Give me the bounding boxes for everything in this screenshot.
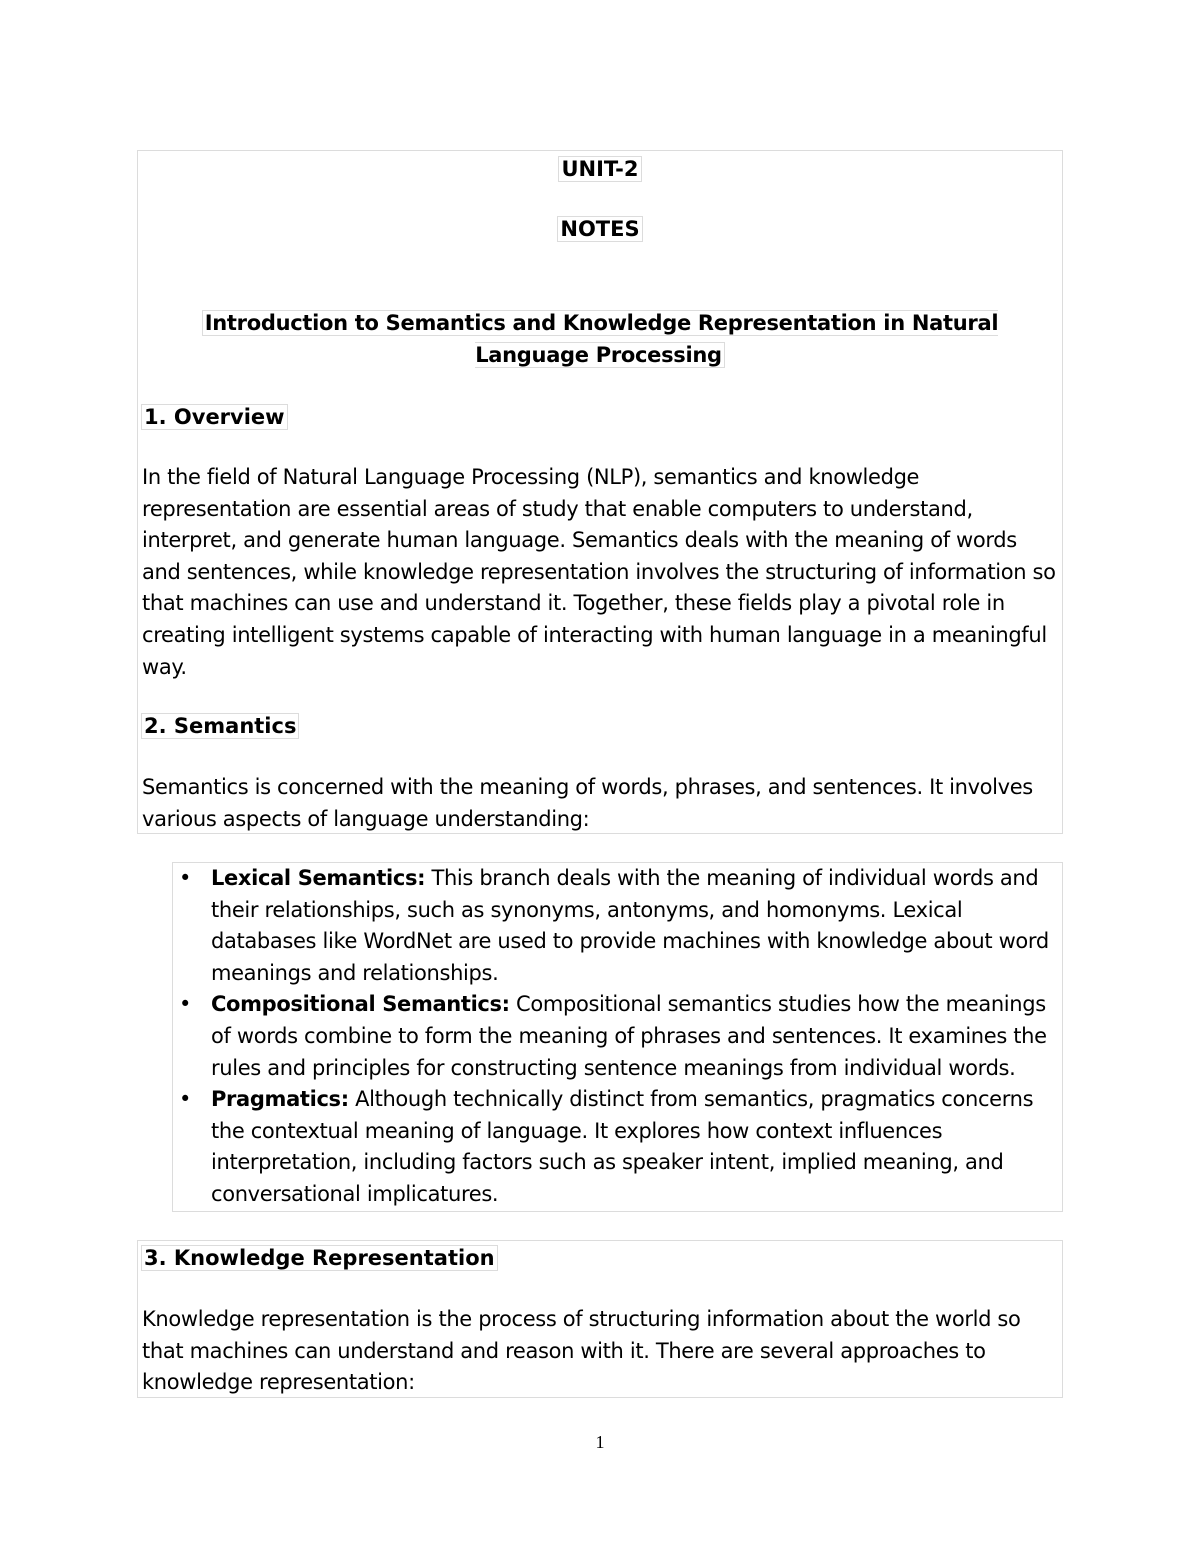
list-item-term: Lexical Semantics: bbox=[211, 866, 426, 890]
notes-title: NOTES bbox=[557, 216, 642, 242]
semantics-bullet-list bbox=[173, 863, 1062, 1211]
knowledge-paragraph: Knowledge representation is the process of structuring information about the world so that machines can understand and reason with it. There are several approaches to knowledge representation: bbox=[142, 1307, 1021, 1395]
notes-title-row bbox=[138, 213, 1062, 245]
list-item-text: Compositional semantics studies how the meanings of words combine to form the meaning of phrases and sentences. It examines the rules and principles for constructing sentence meanings from individual words. bbox=[211, 992, 1047, 1080]
content-block-3 bbox=[137, 1240, 1063, 1398]
list-item-text: This branch deals with the meaning of individual words and their relationships, such as synonyms, antonyms, and homonyms. Lexical databases like WordNet are used to provide machines with knowledge about word meanings and relationships. bbox=[211, 866, 1049, 985]
list-item bbox=[173, 989, 1062, 1084]
content-block-1 bbox=[137, 150, 1063, 834]
bullet-icon: • bbox=[178, 866, 192, 890]
document-title-text: Introduction to Semantics and Knowledge Representation in Natural Language Processing bbox=[202, 310, 998, 368]
overview-heading: 1. Overview bbox=[141, 404, 288, 430]
knowledge-heading: 3. Knowledge Representation bbox=[141, 1245, 498, 1271]
overview-paragraph: In the field of Natural Language Processing (NLP), semantics and knowledge representation are essential areas of study that enable computers to understand, interpret, and generate human language. Semantics deals with the meaning of words and sentences, while knowledge representation involves the structuring of information so that machines can use and understand it. Together, these fields play a pivotal role in creating intelligent systems capable of interacting with human language in a meaningful way. bbox=[142, 465, 1056, 679]
unit-title-row bbox=[138, 153, 1062, 185]
semantics-heading-row bbox=[141, 710, 299, 742]
content-block-2 bbox=[172, 862, 1063, 1212]
list-item bbox=[173, 863, 1062, 989]
page-number: 1 bbox=[595, 1432, 605, 1452]
list-item-term: Pragmatics: bbox=[211, 1087, 349, 1112]
document-title bbox=[138, 307, 1062, 371]
list-item-term: Compositional Semantics: bbox=[211, 992, 510, 1017]
knowledge-heading-row bbox=[141, 1242, 498, 1274]
unit-title: UNIT-2 bbox=[558, 156, 641, 182]
semantics-heading: 2. Semantics bbox=[141, 713, 299, 739]
overview-heading-row bbox=[141, 401, 288, 433]
bullet-icon: • bbox=[178, 992, 192, 1017]
list-item-text: Although technically distinct from semantics, pragmatics concerns the contextual meaning of language. It explores how context influences interpretation, including factors such as speaker intent, implied meaning, and conversational implicatures. bbox=[211, 1087, 1034, 1206]
bullet-icon: • bbox=[178, 1087, 192, 1112]
list-item bbox=[173, 1084, 1062, 1210]
semantics-paragraph: Semantics is concerned with the meaning of words, phrases, and sentences. It involves various aspects of language understanding: bbox=[142, 775, 1033, 831]
